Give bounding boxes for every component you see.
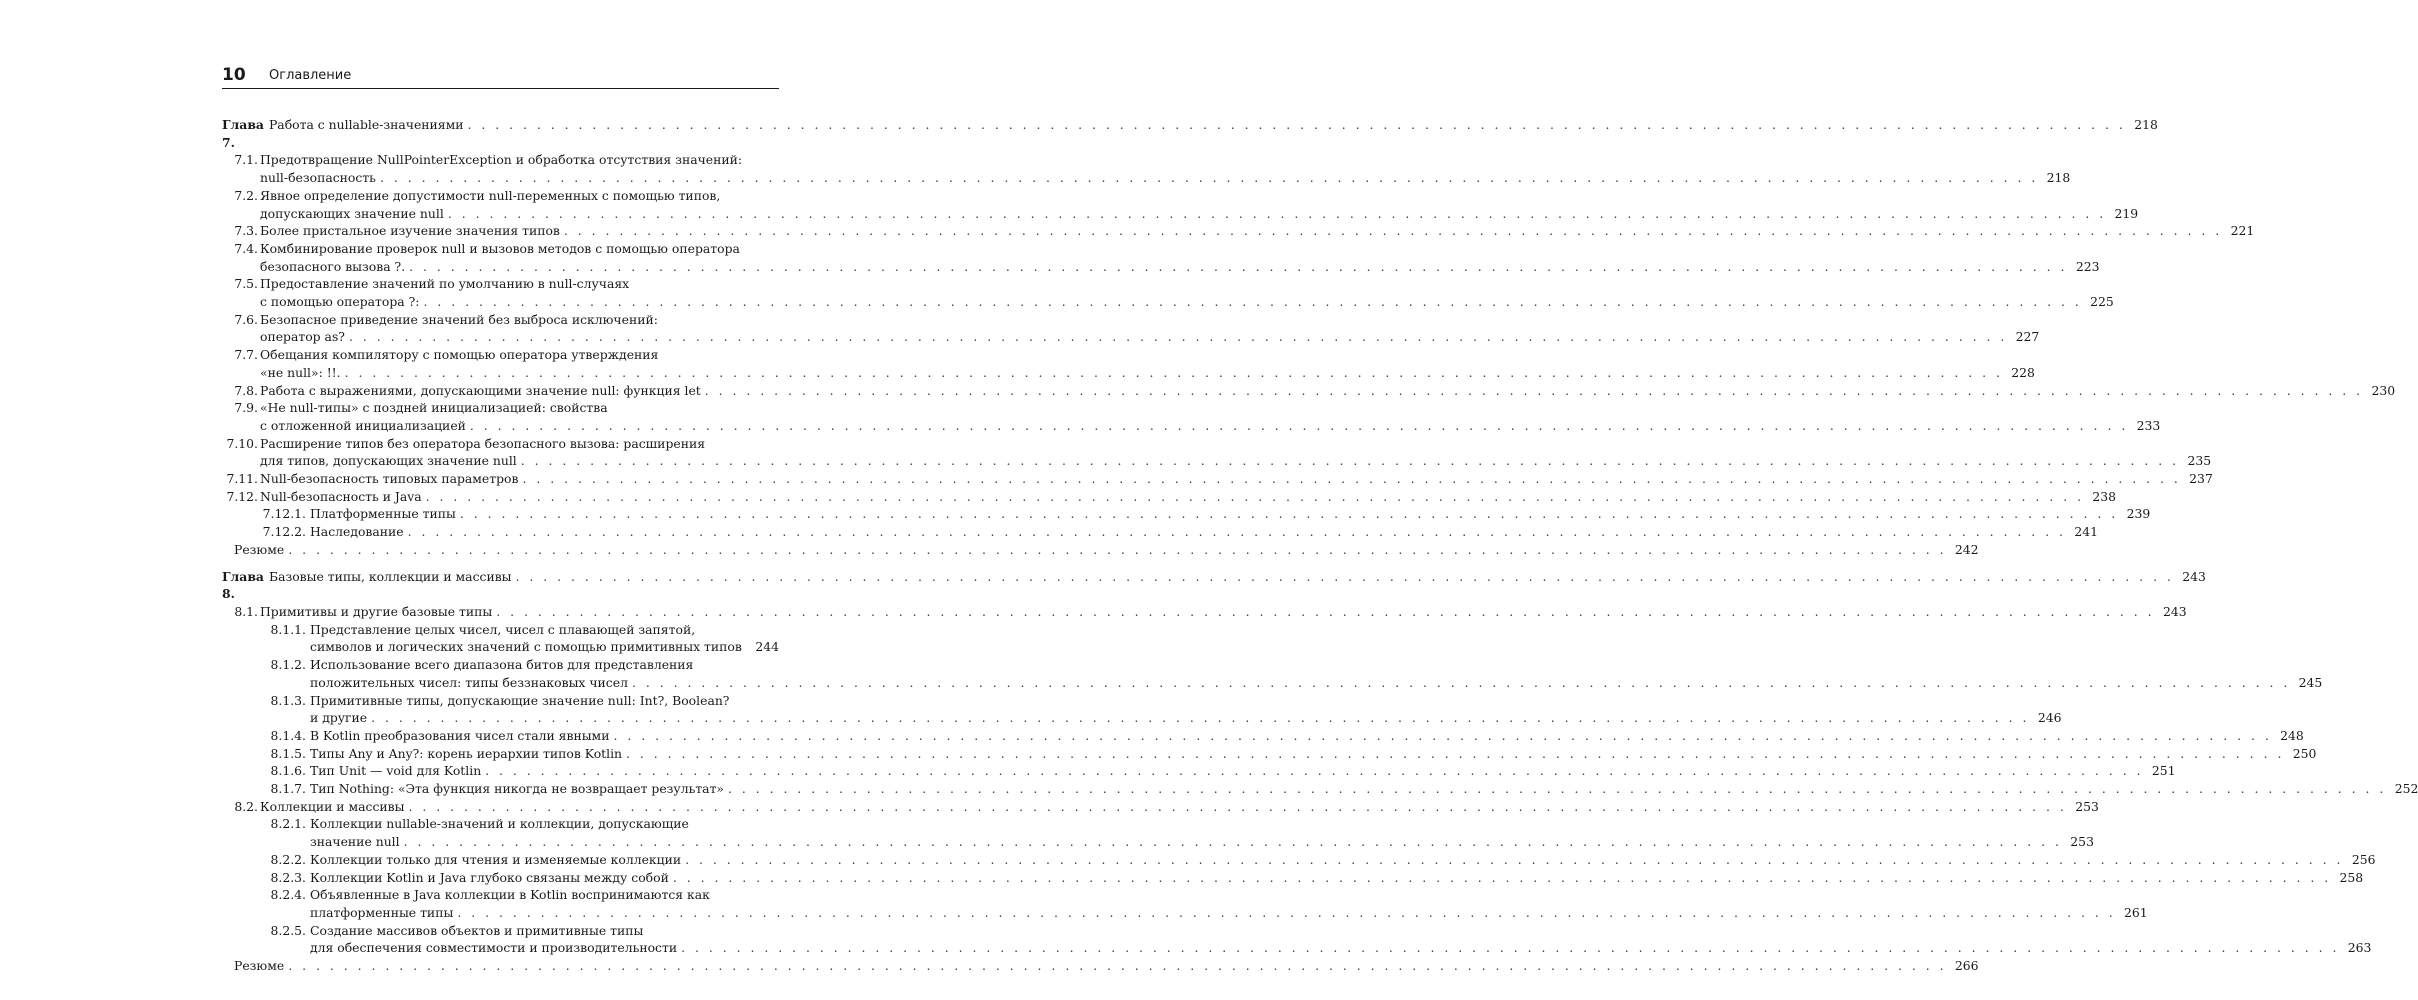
- toc-entry-number: 8.2.1.: [270, 816, 306, 832]
- toc-page-number: 263: [2347, 940, 2372, 956]
- toc-section[interactable]: [222, 603, 2187, 621]
- leader-dots: . . . . . . . . . . . . . . . . . . . . . . . . . . . . . . . . . . . . . . . . . . . . . . . . . . . . . . . . . . . . . . . . . . . . . . . . . . . . . . . . . . . . . . . . . . . . . . . . . . . . . . . . . . . . . . . . . . . . . . . .: [408, 798, 2067, 814]
- toc-page-number: 223: [2075, 258, 2100, 274]
- leader-dots: . . . . . . . . . . . . . . . . . . . . . . . . . . . . . . . . . . . . . . . . . . . . . . . . . . . . . . . . . . . . . . . . . . . . . . . . . . . . . . . . . . . . . . . . . . . . . . . . . . . . . . . . . . . . . . . . . . . . . . . .: [457, 904, 2116, 920]
- toc-entry-title: «не null»: !!.: [260, 364, 341, 380]
- leader-dots: . . . . . . . . . . . . . . . . . . . . . . . . . . . . . . . . . . . . . . . . . . . . . . . . . . . . . . . . . . . . . . . . . . . . . . . . . . . . . . . . . . . . . . . . . . . . . . . . . . . . . . . . . . . . . . . . . . . . . . . .: [423, 294, 2082, 310]
- toc-entry-title: Резюме: [234, 958, 285, 974]
- toc-page-number: 266: [1954, 958, 1979, 974]
- leader-dots: . . . . . . . . . . . . . . . . . . . . . . . . . . . . . . . . . . . . . . . . . . . . . . . . . . . . . . . . . . . . . . . . . . . . . . . . . . . . . . . . . . . . . . . . . . . . . . . . . . . . . . . . . . . . . . . . . . . . . . . .: [288, 541, 1947, 557]
- leader-dots: . . . . . . . . . . . . . . . . . . . . . . . . . . . . . . . . . . . . . . . . . . . . . . . . . . . . . . . . . . . . . . . . . . . . . . . . . . . . . . . . . . . . . . . . . . . . . . . . . . . . . . . . . . . . . . . . . . . . . . . .: [563, 223, 2223, 239]
- leader-dots: . . . . . . . . . . . . . . . . . . . . . . . . . . . . . . . . . . . . . . . . . . . . . . . . . . . . . . . . . . . . . . . . . . . . . . . . . . . . . . . . . . . . . . . . . . . . . . . . . . . . . . . . . . . . . . . . . . . . . . . .: [613, 727, 2272, 743]
- toc-page-number: 233: [2136, 417, 2161, 433]
- toc-chapter[interactable]: [222, 568, 2206, 603]
- leader-dots: [746, 638, 747, 656]
- toc-entry-number: 8.2.2.: [270, 851, 306, 867]
- toc-page-number: 230: [2371, 382, 2396, 398]
- toc-entry-number: 7.12.1.: [262, 506, 306, 522]
- toc-page-number: 221: [2230, 223, 2255, 239]
- toc-entry-number: 8.1.5.: [270, 745, 306, 761]
- toc-section[interactable]: [222, 346, 2035, 381]
- toc-entry-title: Базовые типы, коллекции и массивы: [268, 568, 512, 584]
- leader-dots: . . . . . . . . . . . . . . . . . . . . . . . . . . . . . . . . . . . . . . . . . . . . . . . . . . . . . . . . . . . . . . . . . . . . . . . . . . . . . . . . . . . . . . . . . . . . . . . . . . . . . . . . . . . . . . . . . . . . . . . .: [485, 763, 2144, 779]
- toc-entry-title: Создание массивов объектов и примитивные типы: [310, 922, 644, 938]
- toc-entry-title: Предотвращение NullPointerException и обработка отсутствия значений:: [260, 152, 743, 168]
- toc-section[interactable]: [222, 798, 2099, 816]
- toc-entry-title: Расширение типов без оператора безопасного вызова: расширения: [260, 435, 706, 451]
- toc-entry-title: Работа с nullable-значениями: [268, 117, 464, 132]
- toc-entry-title: положительных чисел: типы беззнаковых чисел: [310, 674, 628, 690]
- toc-entry-number: 8.2.3.: [270, 869, 306, 885]
- toc-entry-number: 7.5.: [234, 276, 258, 292]
- toc-section[interactable]: [222, 745, 2317, 763]
- toc-page-number: 238: [2092, 488, 2117, 504]
- toc-entry-number: 7.2.: [234, 187, 258, 203]
- toc-entry-title: Безопасное приведение значений без выброса исключений:: [260, 311, 658, 327]
- toc-entry-title: Комбинирование проверок null и вызовов методов с помощью оператора: [260, 240, 740, 256]
- leader-dots: . . . . . . . . . . . . . . . . . . . . . . . . . . . . . . . . . . . . . . . . . . . . . . . . . . . . . . . . . . . . . . . . . . . . . . . . . . . . . . . . . . . . . . . . . . . . . . . . . . . . . . . . . . . . . . . . . . . . . . . .: [467, 117, 2126, 132]
- toc-entry-title: null-безопасность: [260, 170, 376, 186]
- toc-entry-title: и другие: [310, 710, 368, 726]
- toc-entry-title: безопасного вызова ?.: [260, 258, 406, 274]
- toc-entry-number: 7.8.: [234, 382, 258, 398]
- toc-section[interactable]: [222, 656, 2323, 691]
- toc-entry-title: Коллекции Kotlin и Java глубоко связаны между собой: [310, 869, 669, 885]
- leader-dots: . . . . . . . . . . . . . . . . . . . . . . . . . . . . . . . . . . . . . . . . . . . . . . . . . . . . . . . . . . . . . . . . . . . . . . . . . . . . . . . . . . . . . . . . . . . . . . . . . . . . . . . . . . . . . . . . . . . . . . . .: [447, 205, 2107, 221]
- page-number: 10: [222, 65, 246, 85]
- toc-entry-title: с отложенной инициализацией: [260, 417, 466, 433]
- toc-page-number: 239: [2126, 506, 2151, 522]
- toc-page-number: 227: [2015, 329, 2040, 345]
- toc-section[interactable]: [222, 886, 2148, 921]
- toc-entry-title: Работа с выражениями, допускающими значение null: функция let: [260, 382, 701, 398]
- toc-page-number: 228: [2011, 364, 2035, 380]
- toc-page-number: 235: [2187, 453, 2212, 469]
- toc-entry-title: Коллекции nullable-значений и коллекции, допускающие: [310, 816, 689, 832]
- toc-entry-title: Наследование: [310, 524, 404, 540]
- leader-dots: . . . . . . . . . . . . . . . . . . . . . . . . . . . . . . . . . . . . . . . . . . . . . . . . . . . . . . . . . . . . . . . . . . . . . . . . . . . . . . . . . . . . . . . . . . . . . . . . . . . . . . . . . . . . . . . . . . . . . . . .: [407, 524, 2066, 540]
- toc-entry-title: Более пристальное изучение значения типов: [260, 223, 560, 239]
- toc-entry-number: 8.1.7.: [270, 781, 306, 797]
- toc-entry-title: Тип Unit — void для Kotlin: [310, 763, 482, 779]
- toc-entry-number: 7.1.: [234, 152, 258, 168]
- toc-entry-number: 8.2.4.: [270, 887, 306, 903]
- toc-entry-title: с помощью оператора ?:: [260, 294, 420, 310]
- toc-page-number: 242: [1954, 541, 1979, 557]
- toc-page-number: 225: [2090, 294, 2114, 310]
- toc-entry-title: допускающих значение null: [260, 205, 444, 221]
- leader-dots: . . . . . . . . . . . . . . . . . . . . . . . . . . . . . . . . . . . . . . . . . . . . . . . . . . . . . . . . . . . . . . . . . . . . . . . . . . . . . . . . . . . . . . . . . . . . . . . . . . . . . . . . . . . . . . . . . . . . . . . .: [631, 674, 2291, 690]
- toc-section[interactable]: [222, 275, 2114, 310]
- toc-entry-title: Резюме: [234, 541, 285, 557]
- toc-entry-title: Использование всего диапазона битов для представления: [310, 657, 694, 673]
- toc-entry-number: 8.1.2.: [270, 657, 306, 673]
- toc-entry-title: Явное определение допустимости null-переменных с помощью типов,: [260, 187, 721, 203]
- leader-dots: . . . . . . . . . . . . . . . . . . . . . . . . . . . . . . . . . . . . . . . . . . . . . . . . . . . . . . . . . . . . . . . . . . . . . . . . . . . . . . . . . . . . . . . . . . . . . . . . . . . . . . . . . . . . . . . . . . . . . . . .: [728, 781, 2387, 797]
- toc-entry-title: Тип Nothing: «Эта функция никогда не возвращает результат»: [310, 781, 725, 797]
- toc-entry-number: 7.7.: [234, 347, 258, 363]
- toc-page-number: 258: [2339, 869, 2364, 885]
- toc-page-number: 219: [2114, 205, 2139, 221]
- toc-entry-number: 7.4.: [234, 240, 258, 256]
- leader-dots: . . . . . . . . . . . . . . . . . . . . . . . . . . . . . . . . . . . . . . . . . . . . . . . . . . . . . . . . . . . . . . . . . . . . . . . . . . . . . . . . . . . . . . . . . . . . . . . . . . . . . . . . . . . . . . . . . . . . . . . .: [371, 710, 2030, 726]
- toc-entry-title: платформенные типы: [310, 904, 454, 920]
- toc-entry-number: 8.1.1.: [270, 621, 306, 637]
- toc-entry-title: Примитивы и другие базовые типы: [260, 603, 493, 619]
- toc-page-number: 246: [2037, 710, 2062, 726]
- leader-dots: . . . . . . . . . . . . . . . . . . . . . . . . . . . . . . . . . . . . . . . . . . . . . . . . . . . . . . . . . . . . . . . . . . . . . . . . . . . . . . . . . . . . . . . . . . . . . . . . . . . . . . . . . . . . . . . . . . . . . . . .: [685, 851, 2344, 867]
- toc-entry-number: 8.1.6.: [270, 763, 306, 779]
- leader-dots: . . . . . . . . . . . . . . . . . . . . . . . . . . . . . . . . . . . . . . . . . . . . . . . . . . . . . . . . . . . . . . . . . . . . . . . . . . . . . . . . . . . . . . . . . . . . . . . . . . . . . . . . . . . . . . . . . . . . . . . .: [496, 603, 2155, 619]
- toc-section[interactable]: [222, 435, 2212, 470]
- toc-entry-number: Глава 8.: [222, 568, 264, 602]
- leader-dots: . . . . . . . . . . . . . . . . . . . . . . . . . . . . . . . . . . . . . . . . . . . . . . . . . . . . . . . . . . . . . . . . . . . . . . . . . . . . . . . . . . . . . . . . . . . . . . . . . . . . . . . . . . . . . . . . . . . . . . . .: [469, 417, 2129, 433]
- toc-entry-title: Коллекции и массивы: [260, 798, 405, 814]
- toc-section[interactable]: [222, 505, 2151, 523]
- toc-entry-number: 7.3.: [234, 223, 258, 239]
- toc-entry-title: Примитивные типы, допускающие значение null: Int?, Boolean?: [310, 692, 730, 708]
- toc-section[interactable]: [222, 470, 2213, 488]
- toc-page-number: 248: [2280, 727, 2304, 743]
- toc-entry-number: 7.10.: [226, 435, 258, 451]
- toc-entry-number: 8.1.4.: [270, 727, 306, 743]
- toc-entry-title: значение null: [310, 834, 400, 850]
- toc-entry-title: Платформенные типы: [310, 506, 456, 522]
- toc-page-number: 251: [2151, 763, 2176, 779]
- toc-entry-number: 7.12.: [226, 488, 258, 504]
- toc-entry-title: Обещания компилятору с помощью оператора утверждения: [260, 347, 659, 363]
- toc-summary[interactable]: [222, 541, 1979, 559]
- leader-dots: . . . . . . . . . . . . . . . . . . . . . . . . . . . . . . . . . . . . . . . . . . . . . . . . . . . . . . . . . . . . . . . . . . . . . . . . . . . . . . . . . . . . . . . . . . . . . . . . . . . . . . . . . . . . . . . . . . . . . . . .: [626, 745, 2285, 761]
- toc-section[interactable]: [222, 151, 2071, 186]
- toc-entry-title: Null-безопасность типовых параметров: [260, 471, 519, 487]
- toc-section[interactable]: [222, 187, 2139, 222]
- toc-entry-title: Представление целых чисел, чисел с плавающей запятой,: [310, 621, 696, 637]
- toc-page-number: 256: [2351, 851, 2376, 867]
- toc-entry-number: 7.9.: [234, 400, 258, 416]
- running-header: [222, 64, 779, 89]
- leader-dots: . . . . . . . . . . . . . . . . . . . . . . . . . . . . . . . . . . . . . . . . . . . . . . . . . . . . . . . . . . . . . . . . . . . . . . . . . . . . . . . . . . . . . . . . . . . . . . . . . . . . . . . . . . . . . . . . . . . . . . . .: [459, 506, 2119, 522]
- leader-dots: . . . . . . . . . . . . . . . . . . . . . . . . . . . . . . . . . . . . . . . . . . . . . . . . . . . . . . . . . . . . . . . . . . . . . . . . . . . . . . . . . . . . . . . . . . . . . . . . . . . . . . . . . . . . . . . . . . . . . . . .: [515, 568, 2174, 584]
- leader-dots: . . . . . . . . . . . . . . . . . . . . . . . . . . . . . . . . . . . . . . . . . . . . . . . . . . . . . . . . . . . . . . . . . . . . . . . . . . . . . . . . . . . . . . . . . . . . . . . . . . . . . . . . . . . . . . . . . . . . . . . .: [379, 170, 2039, 186]
- toc-section[interactable]: [222, 523, 2098, 541]
- leader-dots: . . . . . . . . . . . . . . . . . . . . . . . . . . . . . . . . . . . . . . . . . . . . . . . . . . . . . . . . . . . . . . . . . . . . . . . . . . . . . . . . . . . . . . . . . . . . . . . . . . . . . . . . . . . . . . . . . . . . . . . .: [520, 453, 2180, 469]
- toc-page-number: 241: [2074, 524, 2098, 540]
- toc-page-number: 244: [755, 639, 779, 655]
- toc-entry-title: Null-безопасность и Java: [260, 488, 422, 504]
- toc-page-number: 237: [2189, 471, 2213, 487]
- toc-section[interactable]: [222, 222, 2255, 240]
- leader-dots: . . . . . . . . . . . . . . . . . . . . . . . . . . . . . . . . . . . . . . . . . . . . . . . . . . . . . . . . . . . . . . . . . . . . . . . . . . . . . . . . . . . . . . . . . . . . . . . . . . . . . . . . . . . . . . . . . . . . . . . .: [672, 869, 2332, 885]
- toc-entry-number: 8.1.3.: [270, 692, 306, 708]
- toc-section[interactable]: [222, 869, 2364, 887]
- toc-page-number: 243: [2182, 568, 2206, 584]
- leader-dots: . . . . . . . . . . . . . . . . . . . . . . . . . . . . . . . . . . . . . . . . . . . . . . . . . . . . . . . . . . . . . . . . . . . . . . . . . . . . . . . . . . . . . . . . . . . . . . . . . . . . . . . . . . . . . . . . . . . . . . . .: [288, 958, 1947, 974]
- toc-page-number: 252: [2394, 781, 2418, 797]
- toc-entry-title: символов и логических значений с помощью примитивных типов: [310, 639, 742, 655]
- toc-entry-title: для обеспечения совместимости и производительности: [310, 940, 678, 956]
- toc-entry-title: «Не null-типы» с поздней инициализацией: свойства: [260, 400, 608, 416]
- toc-entry-number: 8.2.5.: [270, 922, 306, 938]
- toc-summary[interactable]: [222, 957, 1979, 975]
- toc-chapter[interactable]: [222, 116, 2158, 151]
- toc-entry-title: для типов, допускающих значение null: [260, 453, 517, 469]
- toc-page-number: 243: [2162, 603, 2187, 619]
- toc-entry-title: Типы Any и Any?: корень иерархии типов Kotlin: [310, 745, 623, 761]
- toc-section[interactable]: [222, 780, 2418, 798]
- leader-dots: . . . . . . . . . . . . . . . . . . . . . . . . . . . . . . . . . . . . . . . . . . . . . . . . . . . . . . . . . . . . . . . . . . . . . . . . . . . . . . . . . . . . . . . . . . . . . . . . . . . . . . . . . . . . . . . . . . . . . . . .: [522, 471, 2181, 487]
- toc-page-number: 250: [2292, 745, 2317, 761]
- toc-page-number: 253: [2070, 834, 2094, 850]
- toc-section[interactable]: [222, 762, 2176, 780]
- toc-section[interactable]: [222, 815, 2094, 850]
- leader-dots: . . . . . . . . . . . . . . . . . . . . . . . . . . . . . . . . . . . . . . . . . . . . . . . . . . . . . . . . . . . . . . . . . . . . . . . . . . . . . . . . . . . . . . . . . . . . . . . . . . . . . . . . . . . . . . . . . . . . . . . .: [425, 488, 2085, 504]
- toc-section[interactable]: [222, 692, 2062, 727]
- toc-section[interactable]: [222, 488, 2117, 506]
- toc-entry-title: Предоставление значений по умолчанию в null-случаях: [260, 276, 630, 292]
- toc-page-number: 253: [2075, 798, 2099, 814]
- toc-page-number: 245: [2298, 674, 2323, 690]
- leader-dots: . . . . . . . . . . . . . . . . . . . . . . . . . . . . . . . . . . . . . . . . . . . . . . . . . . . . . . . . . . . . . . . . . . . . . . . . . . . . . . . . . . . . . . . . . . . . . . . . . . . . . . . . . . . . . . . . . . . . . . . .: [348, 329, 2008, 345]
- toc-page-number: 218: [2134, 117, 2158, 132]
- leader-dots: . . . . . . . . . . . . . . . . . . . . . . . . . . . . . . . . . . . . . . . . . . . . . . . . . . . . . . . . . . . . . . . . . . . . . . . . . . . . . . . . . . . . . . . . . . . . . . . . . . . . . . . . . . . . . . . . . . . . . . . .: [409, 258, 2068, 274]
- toc-entry-number: 7.12.2.: [262, 524, 306, 540]
- toc-page-number: 261: [2124, 904, 2148, 920]
- toc-entry-number: 7.6.: [234, 311, 258, 327]
- leader-dots: . . . . . . . . . . . . . . . . . . . . . . . . . . . . . . . . . . . . . . . . . . . . . . . . . . . . . . . . . . . . . . . . . . . . . . . . . . . . . . . . . . . . . . . . . . . . . . . . . . . . . . . . . . . . . . . . . . . . . . . .: [681, 940, 2340, 956]
- toc-section[interactable]: [222, 922, 2372, 957]
- toc-entry-number: Глава 7.: [222, 117, 264, 150]
- toc-section[interactable]: [222, 621, 779, 656]
- leader-dots: . . . . . . . . . . . . . . . . . . . . . . . . . . . . . . . . . . . . . . . . . . . . . . . . . . . . . . . . . . . . . . . . . . . . . . . . . . . . . . . . . . . . . . . . . . . . . . . . . . . . . . . . . . . . . . . . . . . . . . . .: [403, 834, 2062, 850]
- toc-entry-number: 8.1.: [234, 603, 258, 619]
- leader-dots: . . . . . . . . . . . . . . . . . . . . . . . . . . . . . . . . . . . . . . . . . . . . . . . . . . . . . . . . . . . . . . . . . . . . . . . . . . . . . . . . . . . . . . . . . . . . . . . . . . . . . . . . . . . . . . . . . . . . . . . .: [344, 364, 2003, 380]
- running-title: Оглавление: [269, 68, 352, 83]
- toc-page-number: 218: [2046, 170, 2071, 186]
- toc-section[interactable]: [222, 240, 2100, 275]
- toc-entry-title: Объявленные в Java коллекции в Kotlin воспринимаются как: [310, 887, 710, 903]
- toc-section[interactable]: [222, 399, 2161, 434]
- toc-section[interactable]: [222, 382, 2396, 400]
- toc-section[interactable]: [222, 311, 2040, 346]
- leader-dots: . . . . . . . . . . . . . . . . . . . . . . . . . . . . . . . . . . . . . . . . . . . . . . . . . . . . . . . . . . . . . . . . . . . . . . . . . . . . . . . . . . . . . . . . . . . . . . . . . . . . . . . . . . . . . . . . . . . . . . . .: [704, 382, 2364, 398]
- toc-entry-number: 7.11.: [226, 471, 258, 487]
- toc-entry-number: 8.2.: [234, 798, 258, 814]
- toc-section[interactable]: [222, 851, 2376, 869]
- toc-entry-title: оператор as?: [260, 329, 345, 345]
- table-of-contents: [222, 116, 2418, 975]
- toc-entry-title: Коллекции только для чтения и изменяемые коллекции: [310, 851, 682, 867]
- toc-entry-title: В Kotlin преобразования чисел стали явными: [310, 727, 610, 743]
- toc-section[interactable]: [222, 727, 2304, 745]
